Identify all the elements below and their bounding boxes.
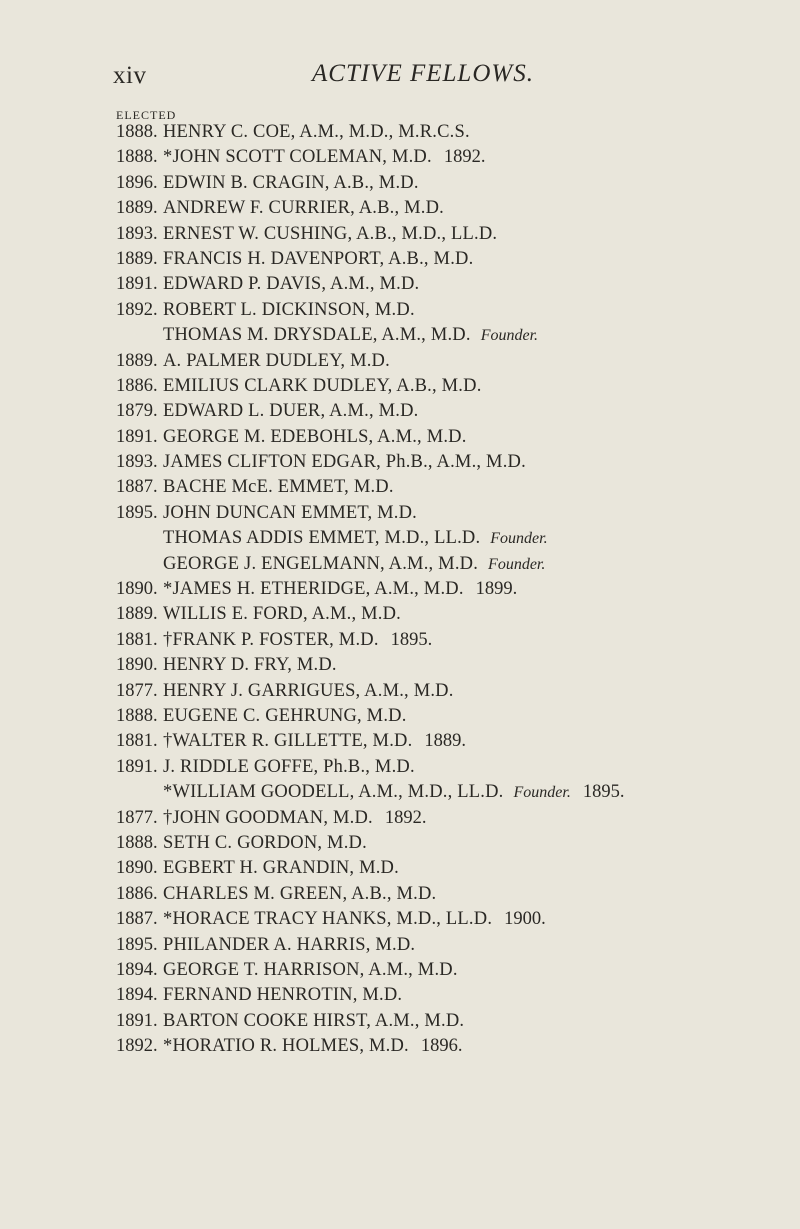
fellow-name: THOMAS M. DRYSDALE, A.M., M.D. [163,325,471,346]
fellow-name: A. PALMER DUDLEY, M.D. [163,350,390,371]
elected-year: 1889. [116,248,158,269]
list-item [116,247,800,272]
elected-year: 1890. [116,655,158,676]
list-item [116,196,800,221]
elected-column-label: ELECTED [116,108,177,122]
elected-year: 1877. [116,807,158,828]
elected-year: 1890. [116,579,158,600]
death-year: 1895. [390,629,433,650]
list-item [116,907,800,932]
list-item [116,1009,800,1034]
fellows-list [116,120,800,1059]
founder-note: Founder. [480,327,539,345]
running-head: ACTIVE FELLOWS. [312,60,534,87]
elected-year: 1889. [116,198,158,219]
fellow-name: JOHN DUNCAN EMMET, M.D. [163,502,418,523]
list-item [116,145,800,170]
list-item [116,729,800,754]
elected-year: 1894. [116,985,158,1006]
elected-year: 1893. [116,223,158,244]
list-item [116,856,800,881]
fellow-name: HENRY C. COE, A.M., M.D., M.R.C.S. [163,122,470,142]
list-item [116,399,800,424]
list-item [116,323,800,348]
death-year: 1892. [384,807,427,828]
page-folio: xiv [113,62,147,89]
fellow-name: JAMES CLIFTON EDGAR, Ph.B., A.M., M.D. [163,452,526,473]
list-item [116,806,800,831]
fellow-name: †WALTER R. GILLETTE, M.D. [163,731,413,752]
elected-year: 1891. [116,426,158,447]
elected-year: 1888. [116,147,158,168]
elected-year: 1879. [116,401,158,422]
elected-year: 1891. [116,756,158,777]
list-item [116,602,800,627]
fellow-name: GEORGE T. HARRISON, A.M., M.D. [163,959,458,980]
fellow-name: †FRANK P. FOSTER, M.D. [163,629,379,650]
list-item [116,628,800,653]
elected-year: 1894. [116,959,158,980]
elected-year: 1891. [116,1010,158,1031]
fellow-name: BARTON COOKE HIRST, A.M., M.D. [163,1010,465,1031]
elected-year: 1887. [116,909,158,930]
list-item [116,450,800,475]
fellow-name: THOMAS ADDIS EMMET, M.D., LL.D. [163,528,481,549]
fellow-name: *JAMES H. ETHERIDGE, A.M., M.D. [163,579,464,600]
elected-year: 1887. [116,477,158,498]
fellow-name: ROBERT L. DICKINSON, M.D. [163,299,415,320]
elected-year: 1888. [116,122,158,142]
death-year: 1895. [582,782,625,803]
list-item [116,349,800,374]
list-item [116,374,800,399]
list-item [116,780,800,805]
elected-year: 1889. [116,604,158,625]
elected-year: 1886. [116,375,158,396]
elected-year: 1877. [116,680,158,701]
fellow-name: EDWARD P. DAVIS, A.M., M.D. [163,274,420,295]
fellow-name: ERNEST W. CUSHING, A.B., M.D., LL.D. [163,223,498,244]
list-item [116,120,800,145]
fellow-name: J. RIDDLE GOFFE, Ph.B., M.D. [163,756,415,777]
fellow-name: PHILANDER A. HARRIS, M.D. [163,934,416,955]
fellow-name: ANDREW F. CURRIER, A.B., M.D. [163,198,444,219]
list-item [116,171,800,196]
list-item [116,933,800,958]
fellow-name: EGBERT H. GRANDIN, M.D. [163,858,399,879]
list-item [116,475,800,500]
founder-note: Founder. [488,555,546,573]
list-item [116,983,800,1008]
fellow-name: EDWIN B. CRAGIN, A.B., M.D. [163,172,419,193]
elected-year: 1889. [116,350,158,371]
elected-year: 1895. [116,934,158,955]
list-item [116,222,800,247]
founder-note: Founder. [490,530,548,548]
elected-year: 1891. [116,274,158,295]
elected-year: 1892. [116,1036,158,1057]
elected-year: 1890. [116,858,158,879]
fellow-name: *HORACE TRACY HANKS, M.D., LL.D. [163,909,493,930]
list-item [116,653,800,678]
list-item [116,577,800,602]
death-year: 1896. [420,1036,463,1057]
elected-year: 1895. [116,502,158,523]
fellow-name: HENRY J. GARRIGUES, A.M., M.D. [163,680,454,701]
fellow-name: GEORGE J. ENGELMANN, A.M., M.D. [163,553,479,574]
elected-year: 1888. [116,705,158,726]
list-item [116,272,800,297]
list-item [116,501,800,526]
elected-year: 1888. [116,832,158,853]
list-item [116,755,800,780]
list-item [116,298,800,323]
list-item [116,1034,800,1059]
elected-year: 1893. [116,452,158,473]
death-year: 1899. [475,579,518,600]
list-item [116,552,800,577]
fellow-name: WILLIS E. FORD, A.M., M.D. [163,604,401,625]
fellow-name: FERNAND HENROTIN, M.D. [163,985,403,1006]
fellow-name: CHARLES M. GREEN, A.B., M.D. [163,883,437,904]
elected-year: 1892. [116,299,158,320]
list-item [116,526,800,551]
death-year: 1892. [443,147,486,168]
fellow-name: EMILIUS CLARK DUDLEY, A.B., M.D. [163,375,482,396]
fellow-name: GEORGE M. EDEBOHLS, A.M., M.D. [163,426,467,447]
elected-year: 1881. [116,731,158,752]
fellow-name: *JOHN SCOTT COLEMAN, M.D. [163,147,432,168]
death-year: 1889. [424,731,467,752]
founder-note: Founder. [513,784,571,802]
fellow-name: EUGENE C. GEHRUNG, M.D. [163,705,407,726]
list-item [116,425,800,450]
fellow-name: †JOHN GOODMAN, M.D. [163,807,373,828]
list-item [116,831,800,856]
list-item [116,704,800,729]
elected-year: 1896. [116,172,158,193]
list-item [116,882,800,907]
fellow-name: FRANCIS H. DAVENPORT, A.B., M.D. [163,248,474,269]
list-item [116,958,800,983]
list-item [116,679,800,704]
fellow-name: SETH C. GORDON, M.D. [163,832,367,853]
elected-year: 1886. [116,883,158,904]
fellow-name: *HORATIO R. HOLMES, M.D. [163,1036,409,1057]
fellow-name: *WILLIAM GOODELL, A.M., M.D., LL.D. [163,782,504,803]
death-year: 1900. [504,909,546,930]
fellow-name: EDWARD L. DUER, A.M., M.D. [163,401,419,422]
fellow-name: HENRY D. FRY, M.D. [163,655,337,676]
fellow-name: BACHE McE. EMMET, M.D. [163,477,394,498]
elected-year: 1881. [116,629,158,650]
